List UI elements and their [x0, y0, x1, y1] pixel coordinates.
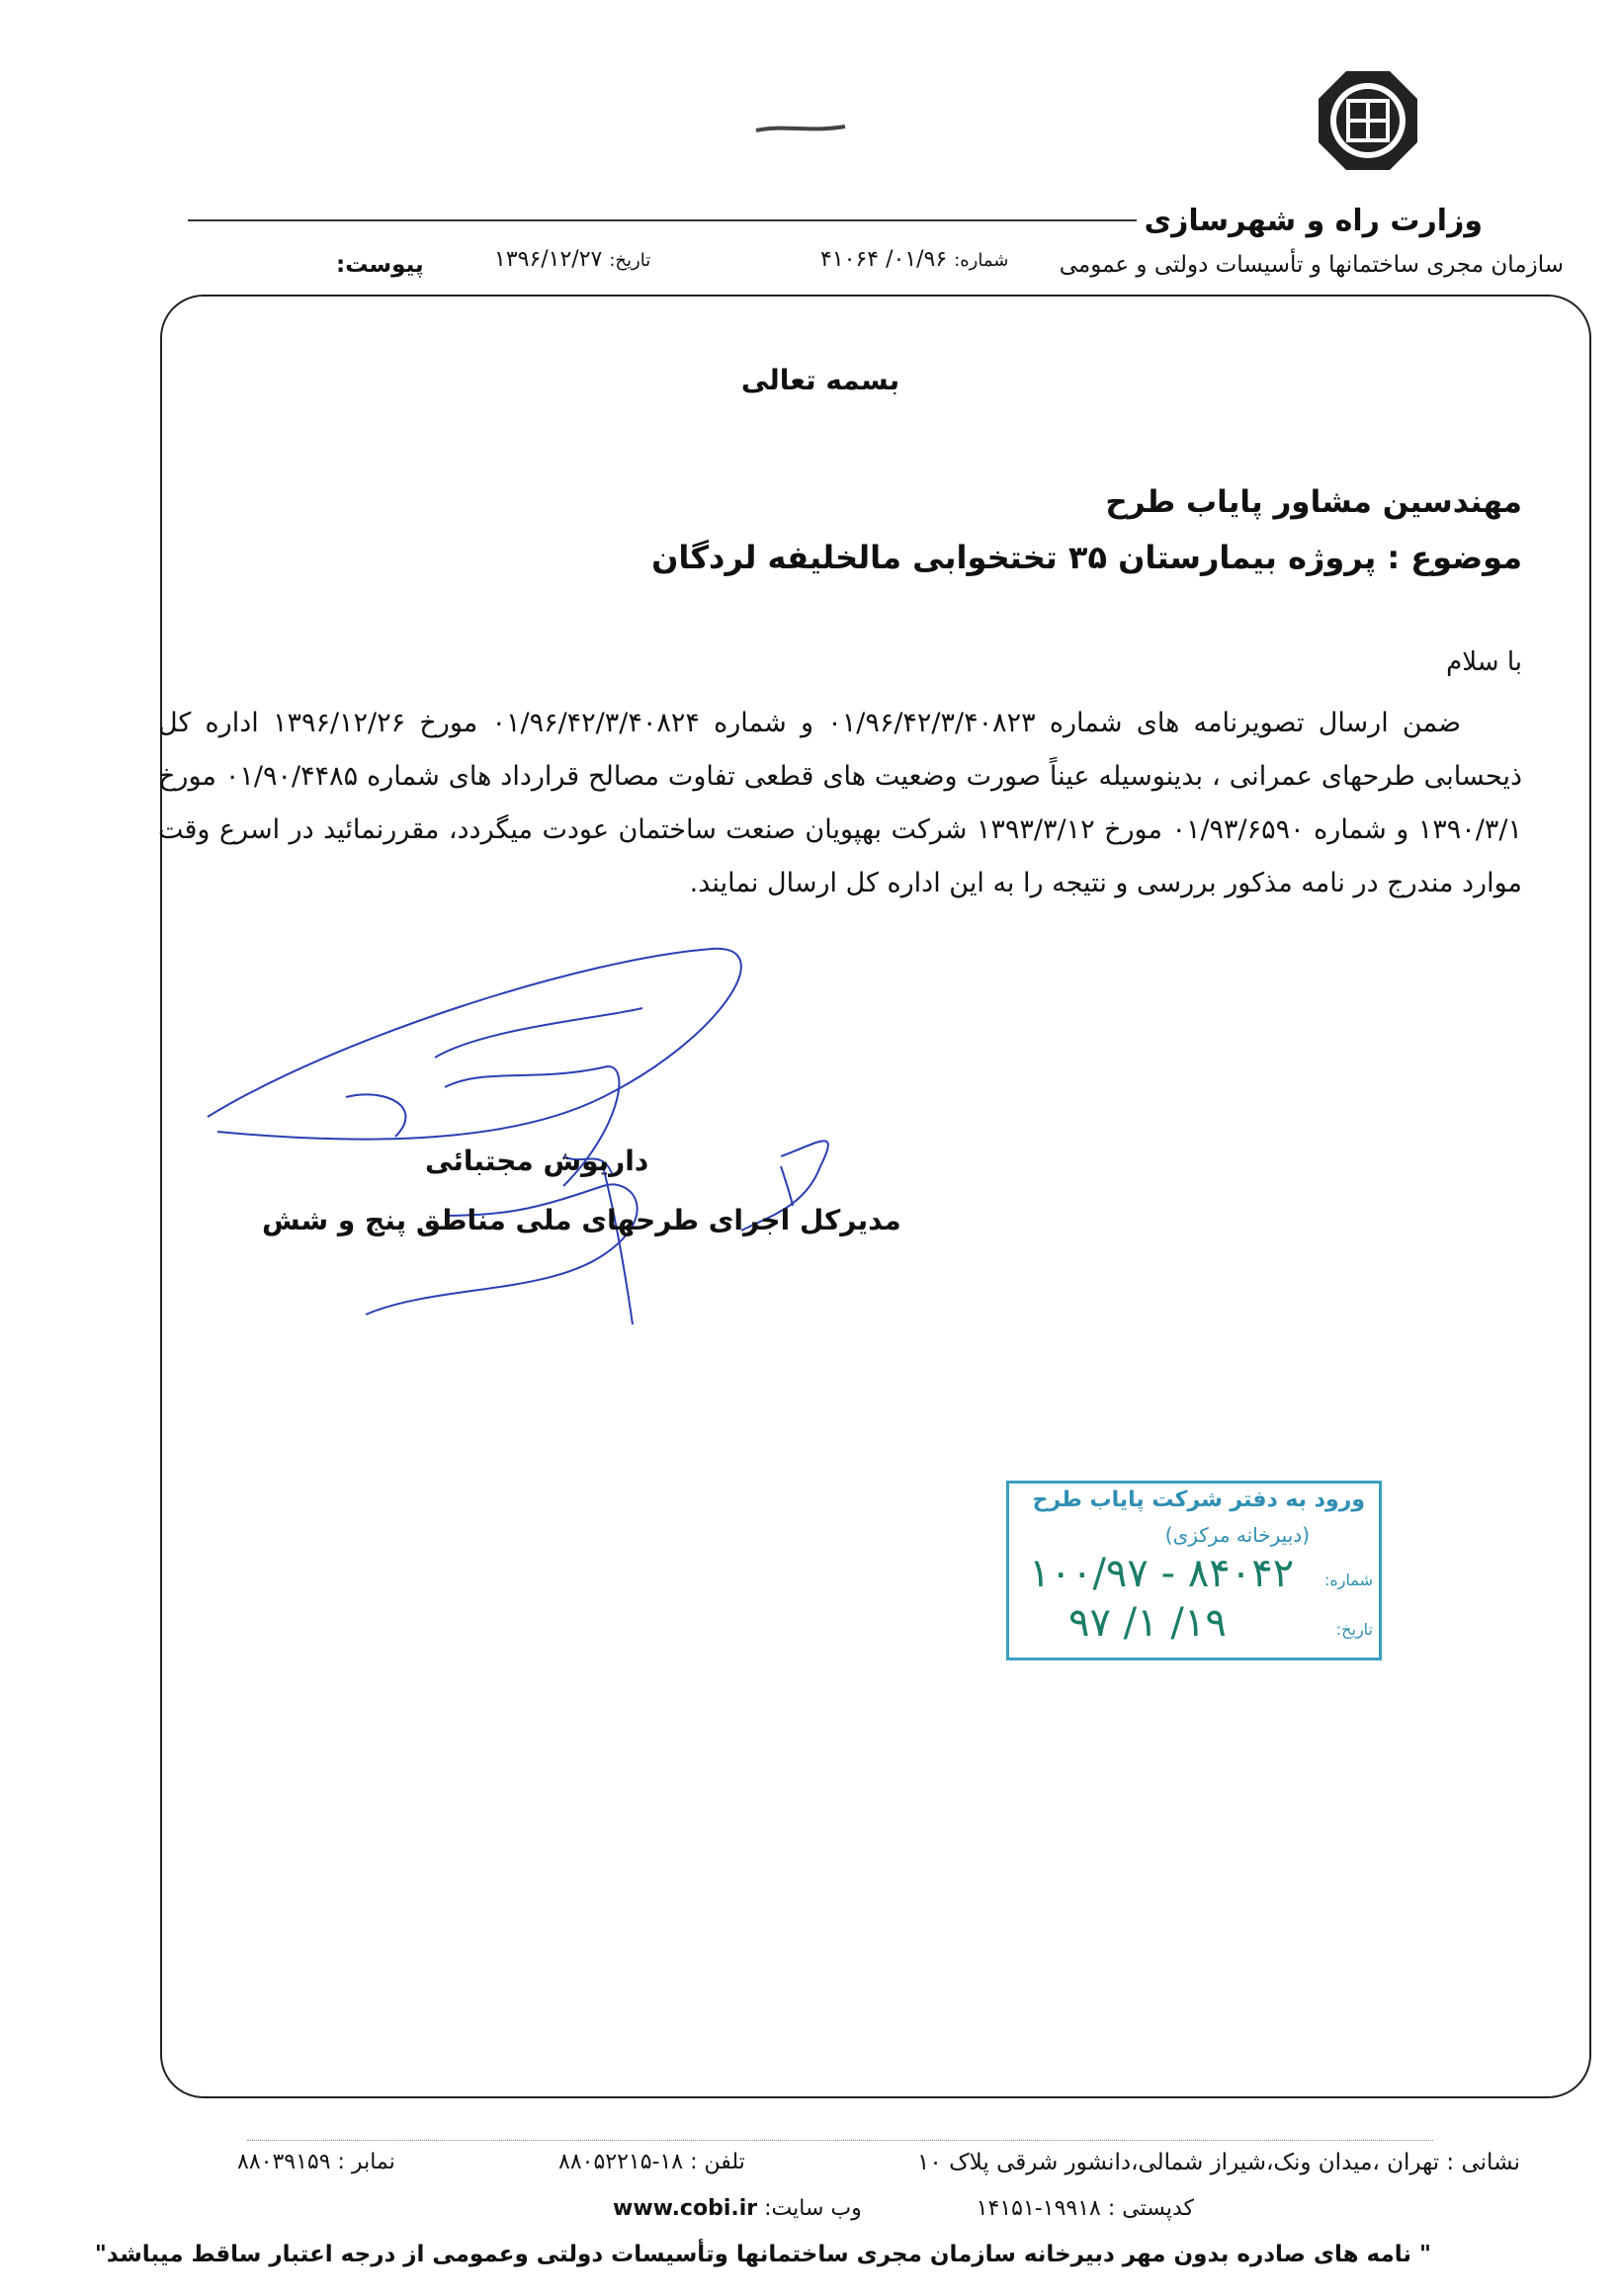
stamp-subtitle: (دبیرخانه مرکزی): [1164, 1523, 1310, 1547]
header-divider: [188, 219, 1137, 221]
entry-stamp: [1006, 1481, 1382, 1660]
signer-name: داریوش مجتبائی: [425, 1145, 649, 1177]
letter-number-label: شماره:: [954, 250, 1009, 271]
footer-website: [613, 2196, 862, 2221]
footer-address: نشانی : تهران ،میدان ونک،شیراز شمالی،دانشور شرقی پلاک ۱۰: [917, 2150, 1520, 2175]
bismillah-heading: بسمه تعالی: [740, 364, 900, 396]
stamp-date-value: ۹۷ /۱ /۱۹: [1068, 1600, 1227, 1646]
ministry-logo: [1317, 69, 1419, 172]
handwritten-signature: [188, 919, 1275, 1334]
letter-number-value: ۰۱/۹۶/ ۴۱۰۶۴: [820, 247, 948, 272]
website-label: وب سایت:: [764, 2196, 862, 2221]
stamp-date-label: تاریخ:: [1335, 1620, 1373, 1639]
signer-title: مدیرکل اجرای طرحهای ملی مناطق پنج و شش: [262, 1204, 901, 1236]
stamp-number-value: ۱۰۰/۹۷ - ۸۴۰۴۲: [1029, 1551, 1295, 1596]
recipient: مهندسین مشاور پایاب طرح: [1105, 484, 1522, 520]
website-link[interactable]: www.cobi.ir: [613, 2196, 758, 2221]
footer-divider: [247, 2140, 1433, 2141]
organization-name: سازمان مجری ساختمانها و تأسیسات دولتی و عمومی: [1059, 252, 1564, 278]
letter-date-field: [494, 247, 650, 272]
footer-phone: تلفن : ۱۸-۸۸۰۵۲۲۱۵: [558, 2150, 745, 2174]
subject-line: موضوع : پروژه بیمارستان ۳۵ تختخوابی مالخلیفه لردگان: [651, 539, 1522, 576]
letter-number-field: [820, 247, 1008, 272]
stamp-number-label: شماره:: [1323, 1571, 1373, 1589]
footer-postal-code: کدپستی : ۱۹۹۱۸-۱۴۱۵۱: [976, 2196, 1194, 2221]
footer-fax: نمابر : ۸۸۰۳۹۱۵۹: [237, 2150, 395, 2174]
attachment-label: پیوست:: [336, 252, 424, 278]
letter-date-value: ۱۳۹۶/۱۲/۲۷: [494, 247, 603, 272]
stamp-title: ورود به دفتر شرکت پایاب طرح: [1032, 1488, 1365, 1512]
footer-notice: " نامه های صادره بدون مهر دبیرخانه سازمان مجری ساختمانها وتأسیسات دولتی وعمومی از درجه اعتبار ساقط میباشد": [94, 2242, 1431, 2267]
greeting: با سلام: [1446, 647, 1522, 677]
pen-mark: [751, 119, 850, 138]
letter-body: ضمن ارسال تصویرنامه های شماره ۰۱/۹۶/۴۲/۳/۴۰۸۲۳ و شماره ۰۱/۹۶/۴۲/۳/۴۰۸۲۴ مورخ ۱۳۹۶/۱۲/۲۶ اداره کل ذیحسابی طرحهای عمرانی ، بدینوسیله عیناً صورت وضعیت های قطعی تفاوت مصالح قرارداد های شماره ۰۱/۹۰/۴۴۸۵ مورخ ۱۳۹۰/۳/۱ و شماره ۰۱/۹۳/۶۵۹۰ مورخ ۱۳۹۳/۳/۱۲ شرکت بهپویان صنعت ساختمان عودت میگردد، مقررنمائید در اسرع وقت موارد مندرج در نامه مذکور بررسی و نتیجه را به این اداره کل ارسال نمایند.: [158, 708, 1523, 898]
ministry-name: وزارت راه و شهرسازی: [1144, 204, 1483, 238]
letter-date-label: تاریخ:: [609, 250, 651, 271]
